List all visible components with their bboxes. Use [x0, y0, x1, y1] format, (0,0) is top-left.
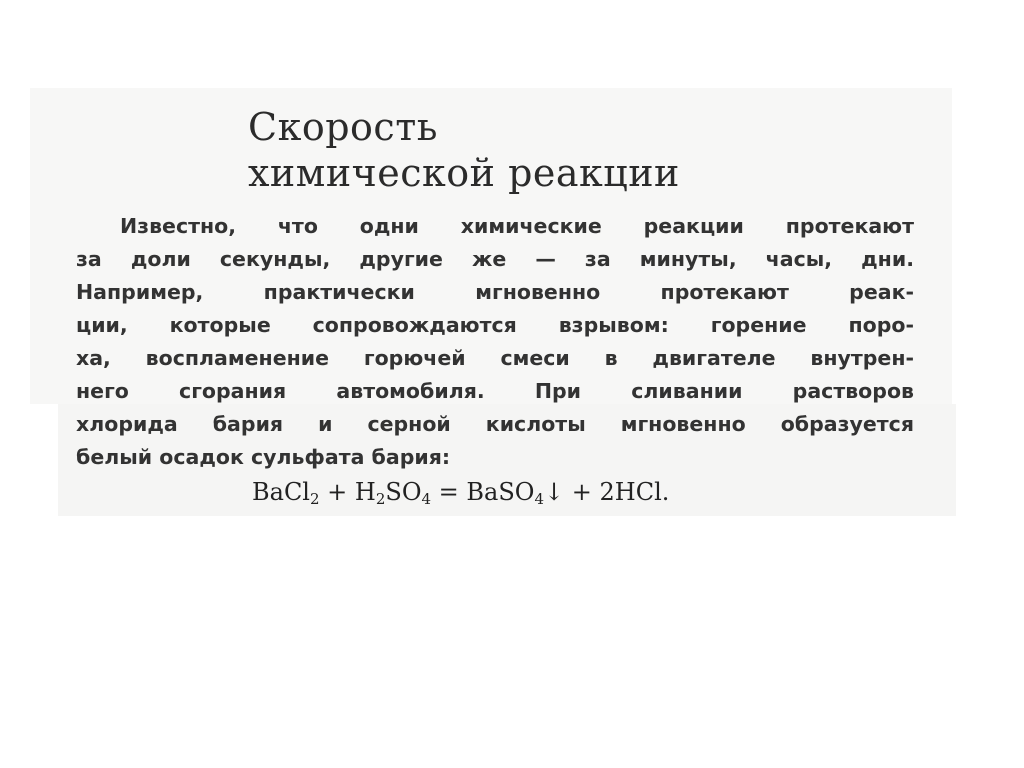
title-line-1: Скорость	[248, 105, 438, 149]
precipitate-arrow-icon: ↓	[544, 478, 565, 506]
paragraph-line: ха, воспламенение горючей смеси в двигателе внутрен-	[76, 346, 914, 370]
page-title	[248, 104, 680, 196]
paragraph-line: ции, которые сопровождаются взрывом: горение поро-	[76, 313, 914, 337]
equation-subscript: 2	[309, 490, 320, 508]
equation-equals-baso: = BaSO	[431, 478, 535, 506]
paragraph-line: Известно, что одни химические реакции протекают	[120, 214, 914, 238]
chemical-equation	[252, 476, 669, 508]
paragraph-line: него сгорания автомобиля. При сливании растворов	[76, 379, 914, 403]
paragraph-line: за доли секунды, другие же — за минуты, часы, дни.	[76, 247, 914, 271]
equation-products: + 2HCl.	[564, 478, 670, 506]
paragraph-line: Например, практически мгновенно протекают реак-	[76, 280, 914, 304]
paragraph-line: белый осадок сульфата бария:	[76, 445, 451, 469]
equation-subscript: 4	[534, 490, 545, 508]
title-line-2: химической реакции	[248, 151, 680, 195]
body-paragraph	[76, 210, 914, 474]
paragraph-line: хлорида бария и серной кислоты мгновенно образуется	[76, 412, 914, 436]
equation-subscript: 4	[421, 490, 432, 508]
equation-so: SO	[385, 478, 422, 506]
equation-bacl: BaCl	[252, 478, 310, 506]
equation-subscript: 2	[375, 490, 386, 508]
equation-plus-h: + H	[319, 478, 376, 506]
